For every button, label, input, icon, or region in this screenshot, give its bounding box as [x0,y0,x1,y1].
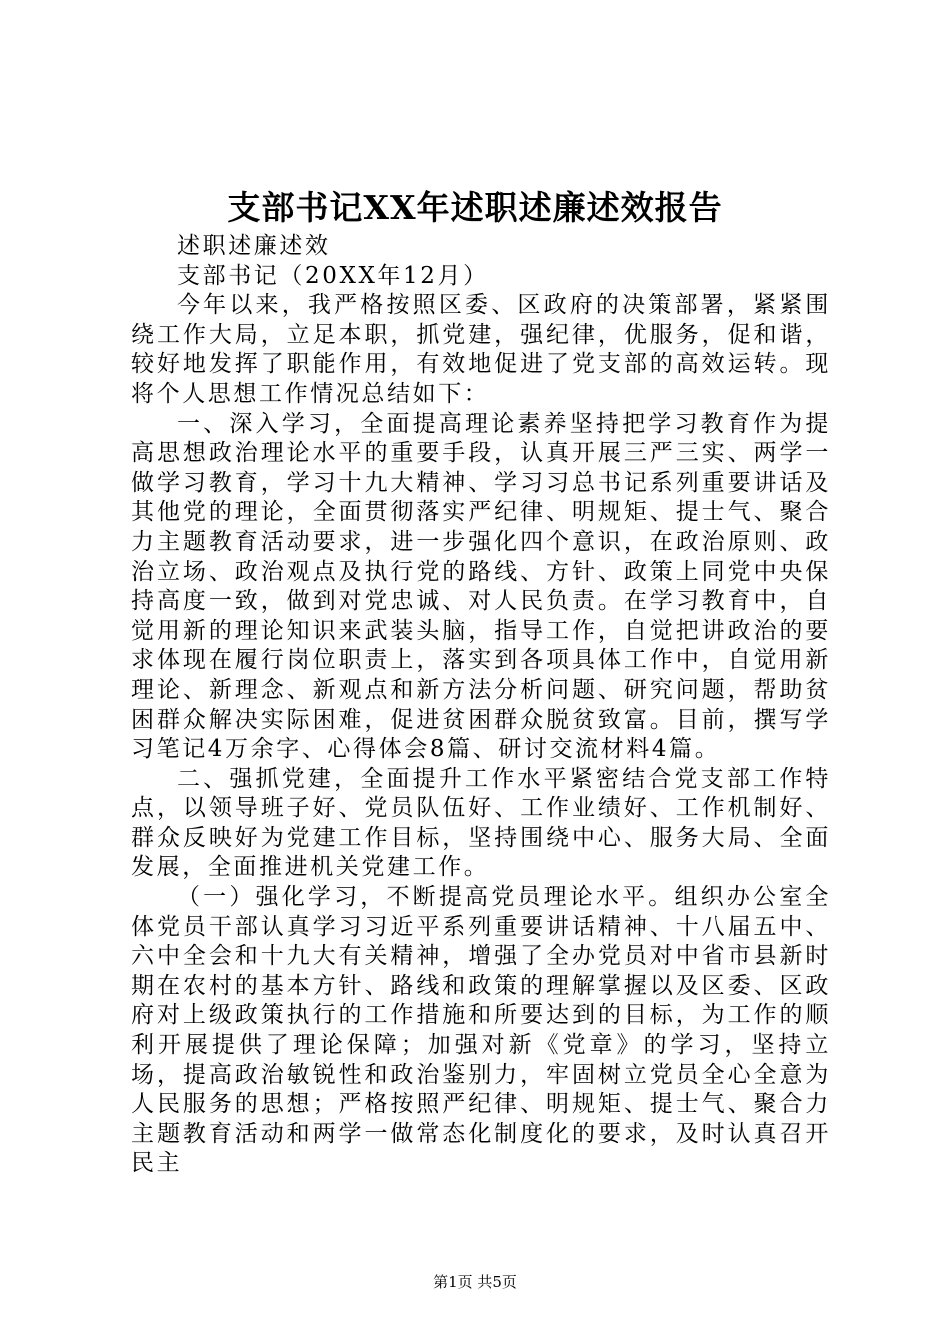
document-body [131,232,831,1179]
paragraph-section-1: 一、深入学习，全面提高理论素养坚持把学习教育作为提高思想政治理论水平的重要手段，认真开展三严三实、两学一做学习教育，学习十九大精神、学习习总书记系列重要讲话及其他党的理论，全面贯彻落实严纪律、明规矩、提士气、聚合力主题教育活动要求，进一步强化四个意识，在政治原则、政治立场、政治观点及执行党的路线、方针、政策上同党中央保持高度一致，做到对党忠诚、对人民负责。在学习教育中，自觉用新的理论知识来武装头脑，指导工作，自觉把讲政治的要求体现在履行岗位职责上，落实到各项具体工作中，自觉用新理论、新理念、新观点和新方法分析问题、研究问题，帮助贫困群众解决实际困难，促进贫困群众脱贫致富。目前，撰写学习笔记4万余字、心得体会8篇、研讨交流材料4篇。 [131,410,831,763]
paragraph-subtitle: 述职述廉述效 [177,233,331,259]
paragraph-section-2-1: （一）强化学习，不断提高党员理论水平。组织办公室全体党员干部认真学习习近平系列重要讲话精神、十八届五中、六中全会和十九大有关精神，增强了全办党员对中省市县新时期在农村的基本方针、路线和政策的理解掌握以及区委、区政府对上级政策执行的工作措施和所要达到的目标，为工作的顺利开展提供了理论保障；加强对新《党章》的学习，坚持立场，提高政治敏锐性和政治鉴别力，牢固树立党员全心全意为人民服务的思想；严格按照严纪律、明规矩、提士气、聚合力主题教育活动和两学一做常态化制度化的要求，及时认真召开民主 [131,884,831,1177]
document-title: 支部书记XX年述职述廉述效报告 [227,188,723,227]
page-footer: 第1页 共5页 [433,1273,517,1291]
paragraph-author-date: 支部书记（20XX年12月） [177,262,489,289]
paragraph-section-2: 二、强抓党建，全面提升工作水平紧密结合党支部工作特点，以领导班子好、党员队伍好、工作业绩好、工作机制好、群众反映好为党建工作目标，坚持围绕中心、服务大局、全面发展，全面推进机关党建工作。 [131,765,831,881]
paragraph-intro: 今年以来，我严格按照区委、区政府的决策部署，紧紧围绕工作大局，立足本职，抓党建，强纪律，优服务，促和谐，较好地发挥了职能作用，有效地促进了党支部的高效运转。现将个人思想工作情况总结如下： [131,292,831,407]
